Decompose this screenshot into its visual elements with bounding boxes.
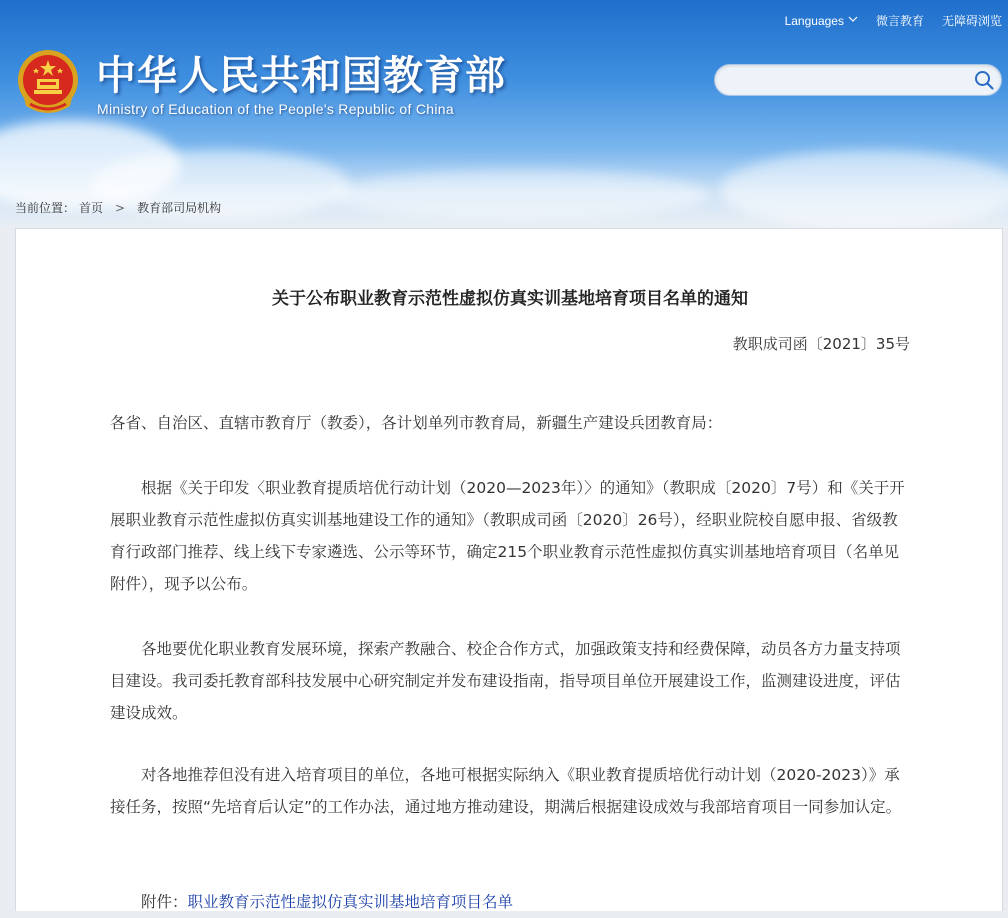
weiyan-link[interactable]: 微言教育 [875,14,924,28]
cloud-decoration [330,170,710,220]
search-box [714,64,1002,96]
search-input[interactable] [725,69,969,93]
document-title: 关于公布职业教育示范性虚拟仿真实训基地培育项目名单的通知 [272,289,748,309]
site-subtitle: Ministry of Education of the People's Republic of China [97,101,454,117]
breadcrumb-current-link[interactable]: 教育部司局机构 [137,201,222,215]
cloud-decoration [720,150,1008,228]
document-addressee: 各省、自治区、直辖市教育厅（教委），各计划单列市教育局，新疆生产建设兵团教育局： [110,414,723,432]
accessible-browse-link[interactable]: 无障碍浏览 [941,14,1002,28]
document-paragraph: 根据《关于印发〈职业教育提质培优行动计划（2020—2023年）〉的通知》（教职成〔2020〕7号）和《关于开展职业教育示范性虚拟仿真实训基地建设工作的通知》（教职成司函〔2020〕26号），经职业院校自愿申报、省级教育行政部门推荐、线上线下专家遴选、公示等环节，确定215个职业教育示范性虚拟仿真实训基地培育项目（名单见附件），现予以公布。 [110,479,905,593]
site-header [0,0,1008,228]
breadcrumb [15,199,221,216]
breadcrumb-separator: > [115,201,126,215]
attachment-label: 附件： [141,893,188,911]
chevron-down-icon [848,15,858,26]
languages-menu[interactable] [773,14,864,28]
attachment-link[interactable]: 职业教育示范性虚拟仿真实训基地培育项目名单 [187,893,514,911]
breadcrumb-home-link[interactable]: 首页 [79,201,104,215]
site-title: 中华人民共和国教育部 [96,53,506,99]
languages-label: Languages [784,13,844,28]
article-panel [15,228,1003,911]
document-number: 教职成司函〔2021〕35号 [732,335,910,353]
search-icon[interactable] [973,69,995,91]
document-paragraph: 各地要优化职业教育发展环境，探索产教融合、校企合作方式，加强政策支持和经费保障，动员各方力量支持项目建设。我司委托教育部科技发展中心研究制定并发布建设指南，指导项目单位开展建设工作，监测建设进度，评估建设成效。 [110,640,901,722]
top-navigation [773,12,1008,29]
document-paragraph: 对各地推荐但没有进入培育项目的单位，各地可根据实际纳入《职业教育提质培优行动计划（2020-2023）》承接任务，按照“先培育后认定”的工作办法，通过地方推动建设，期满后根据建设成效与我部培育项目一同参加认定。 [110,766,902,816]
national-emblem-icon [16,48,80,118]
breadcrumb-prefix: 当前位置： [15,201,76,215]
attachment-line [110,886,910,918]
